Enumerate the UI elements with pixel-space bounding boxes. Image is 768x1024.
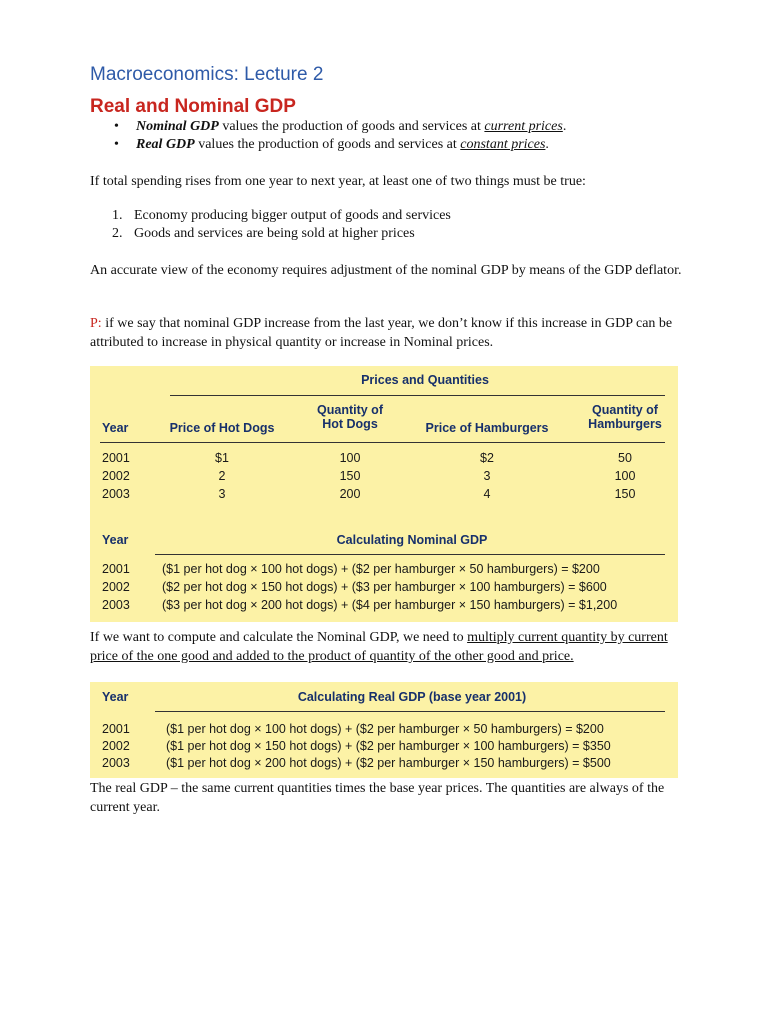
table-cell: 150 <box>614 487 636 501</box>
nominal-year-header: Year <box>102 533 129 547</box>
nominal-gdp-title: Calculating Nominal GDP <box>336 533 488 547</box>
column-header-price-hamburgers: Price of Hamburgers <box>425 421 549 435</box>
section-title: Real and Nominal GDP <box>90 96 296 117</box>
table-cell: 2001 <box>102 562 130 576</box>
table-cell: 2003 <box>102 487 130 501</box>
table-cell: 200 <box>339 487 361 501</box>
column-header-year: Year <box>102 421 129 435</box>
table-cell: ($1 per hot dog × 200 hot dogs) + ($2 per hamburger × 150 hamburgers) = $500 <box>166 756 611 770</box>
nominal-note-paragraph: If we want to compute and calculate the Nominal GDP, we need to multiply current quantity by current price of the one good and added to the product of quantity of the other good and price. <box>90 630 668 664</box>
table-cell: 2002 <box>102 739 130 753</box>
intro-paragraph: If total spending rises from one year to next year, at least one of two things must be true: <box>90 174 586 189</box>
table-cell: 50 <box>618 451 632 465</box>
table-cell: 2001 <box>102 451 130 465</box>
table-cell: ($1 per hot dog × 100 hot dogs) + ($2 per hamburger × 50 hamburgers) = $200 <box>166 722 604 736</box>
table-cell: 150 <box>339 469 361 483</box>
table-cell: ($1 per hot dog × 100 hot dogs) + ($2 per hamburger × 50 hamburgers) = $200 <box>162 562 600 576</box>
list-item: 2. Goods and services are being sold at higher prices <box>112 226 415 241</box>
definitions-list <box>114 118 566 154</box>
table-cell: 2002 <box>102 580 130 594</box>
table-cell: 100 <box>339 451 361 465</box>
document-title: Macroeconomics: Lecture 2 <box>90 64 324 85</box>
column-header-qty-hot-dogs: Quantity of Hot Dogs <box>317 403 383 431</box>
table-cell: 100 <box>614 469 636 483</box>
table-cell: 2002 <box>102 469 130 483</box>
real-year-header: Year <box>102 690 129 704</box>
table-cell: ($1 per hot dog × 150 hot dogs) + ($2 per hamburger × 100 hamburgers) = $350 <box>166 739 611 753</box>
reasons-list <box>112 207 451 243</box>
table-cell: 3 <box>483 469 491 483</box>
p-note-text: if we say that nominal GDP increase from the last year, we don’t know if this increase in GDP can be attributed to increase in physical quantity or increase in Nominal prices. <box>90 316 673 350</box>
p-note-label: P: <box>90 316 102 331</box>
table-cell: 2003 <box>102 756 130 770</box>
deflator-paragraph: An accurate view of the economy requires adjustment of the nominal GDP by means of the GDP deflator. <box>90 263 682 278</box>
real-note-paragraph: The real GDP – the same current quantities times the base year prices. The quantities are always of the current year. <box>90 781 665 815</box>
table-cell: 3 <box>218 487 226 501</box>
table-title: Prices and Quantities <box>361 373 489 387</box>
table-cell: 2 <box>218 469 226 483</box>
table-cell: ($2 per hot dog × 150 hot dogs) + ($3 per hamburger × 100 hamburgers) = $600 <box>162 580 607 594</box>
table-cell: 4 <box>483 487 491 501</box>
real-gdp-title: Calculating Real GDP (base year 2001) <box>297 690 527 704</box>
column-header-price-hot-dogs: Price of Hot Dogs <box>169 421 275 435</box>
prices-quantities-table <box>90 366 678 622</box>
column-header-qty-hamburgers: Quantity of Hamburgers <box>588 403 662 431</box>
definition-nominal: • Nominal GDP values the production of goods and services at current prices. <box>114 118 566 136</box>
table-cell: $2 <box>480 451 494 465</box>
real-gdp-table <box>90 682 678 778</box>
table-cell: $1 <box>215 451 229 465</box>
table-cell: 2003 <box>102 598 130 612</box>
definition-real: • Real GDP values the production of goods and services at constant prices. <box>114 136 566 154</box>
p-note-paragraph <box>90 314 690 352</box>
table-cell: ($3 per hot dog × 200 hot dogs) + ($4 per hamburger × 150 hamburgers) = $1,200 <box>162 598 618 612</box>
table-cell: 2001 <box>102 722 130 736</box>
list-item: 1. Economy producing bigger output of goods and services <box>112 208 451 223</box>
